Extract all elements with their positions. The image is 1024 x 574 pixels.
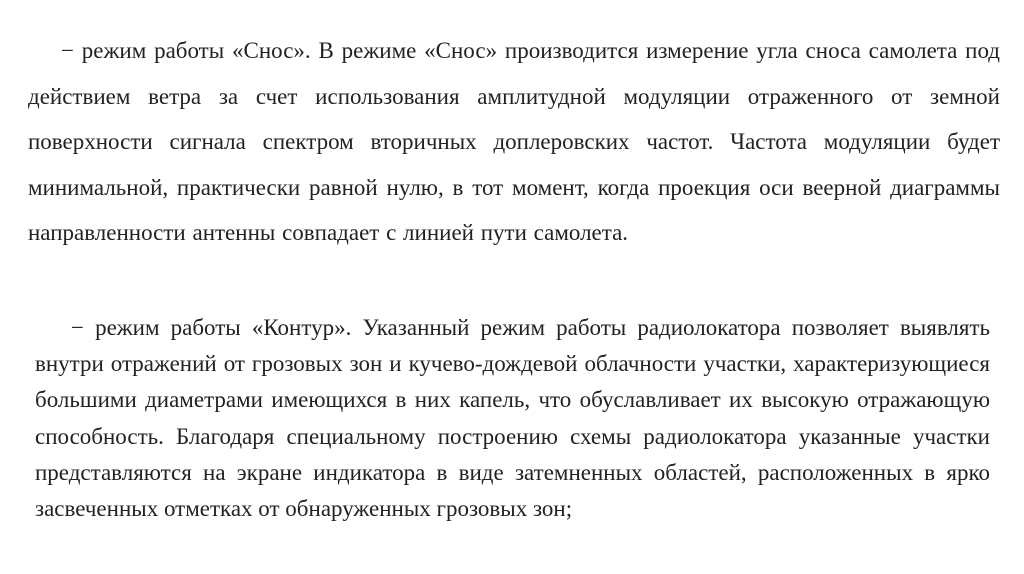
paragraph-drift-mode: − режим работы «Снос». В режиме «Снос» производится измерение угла сноса самолета под действием ветра за счет использования амплитудной модуляции отраженного от земной поверхности сигнала спектром вторичных доплеровских частот. Частота модуляции будет минимальной, практически равной нулю, в тот момент, когда проекция оси веерной диаграммы направленности антенны совпадает с линией пути самолета. bbox=[28, 38, 1000, 245]
paragraph-contour-mode: − режим работы «Контур». Указанный режим работы радиолокатора позволяет выявлять внутри отражений от грозовых зон и кучево-дождевой облачности участки, характеризующиеся большими диаметрами имеющихся в них капель, что обуславливает их высокую отражающую способность. Благодаря специальному построению схемы радиолокатора указанные участки представляются на экране индикатора в виде затемненных областей, расположенных в ярко засвеченных отметках от обнаруженных грозовых зон; bbox=[35, 315, 990, 522]
